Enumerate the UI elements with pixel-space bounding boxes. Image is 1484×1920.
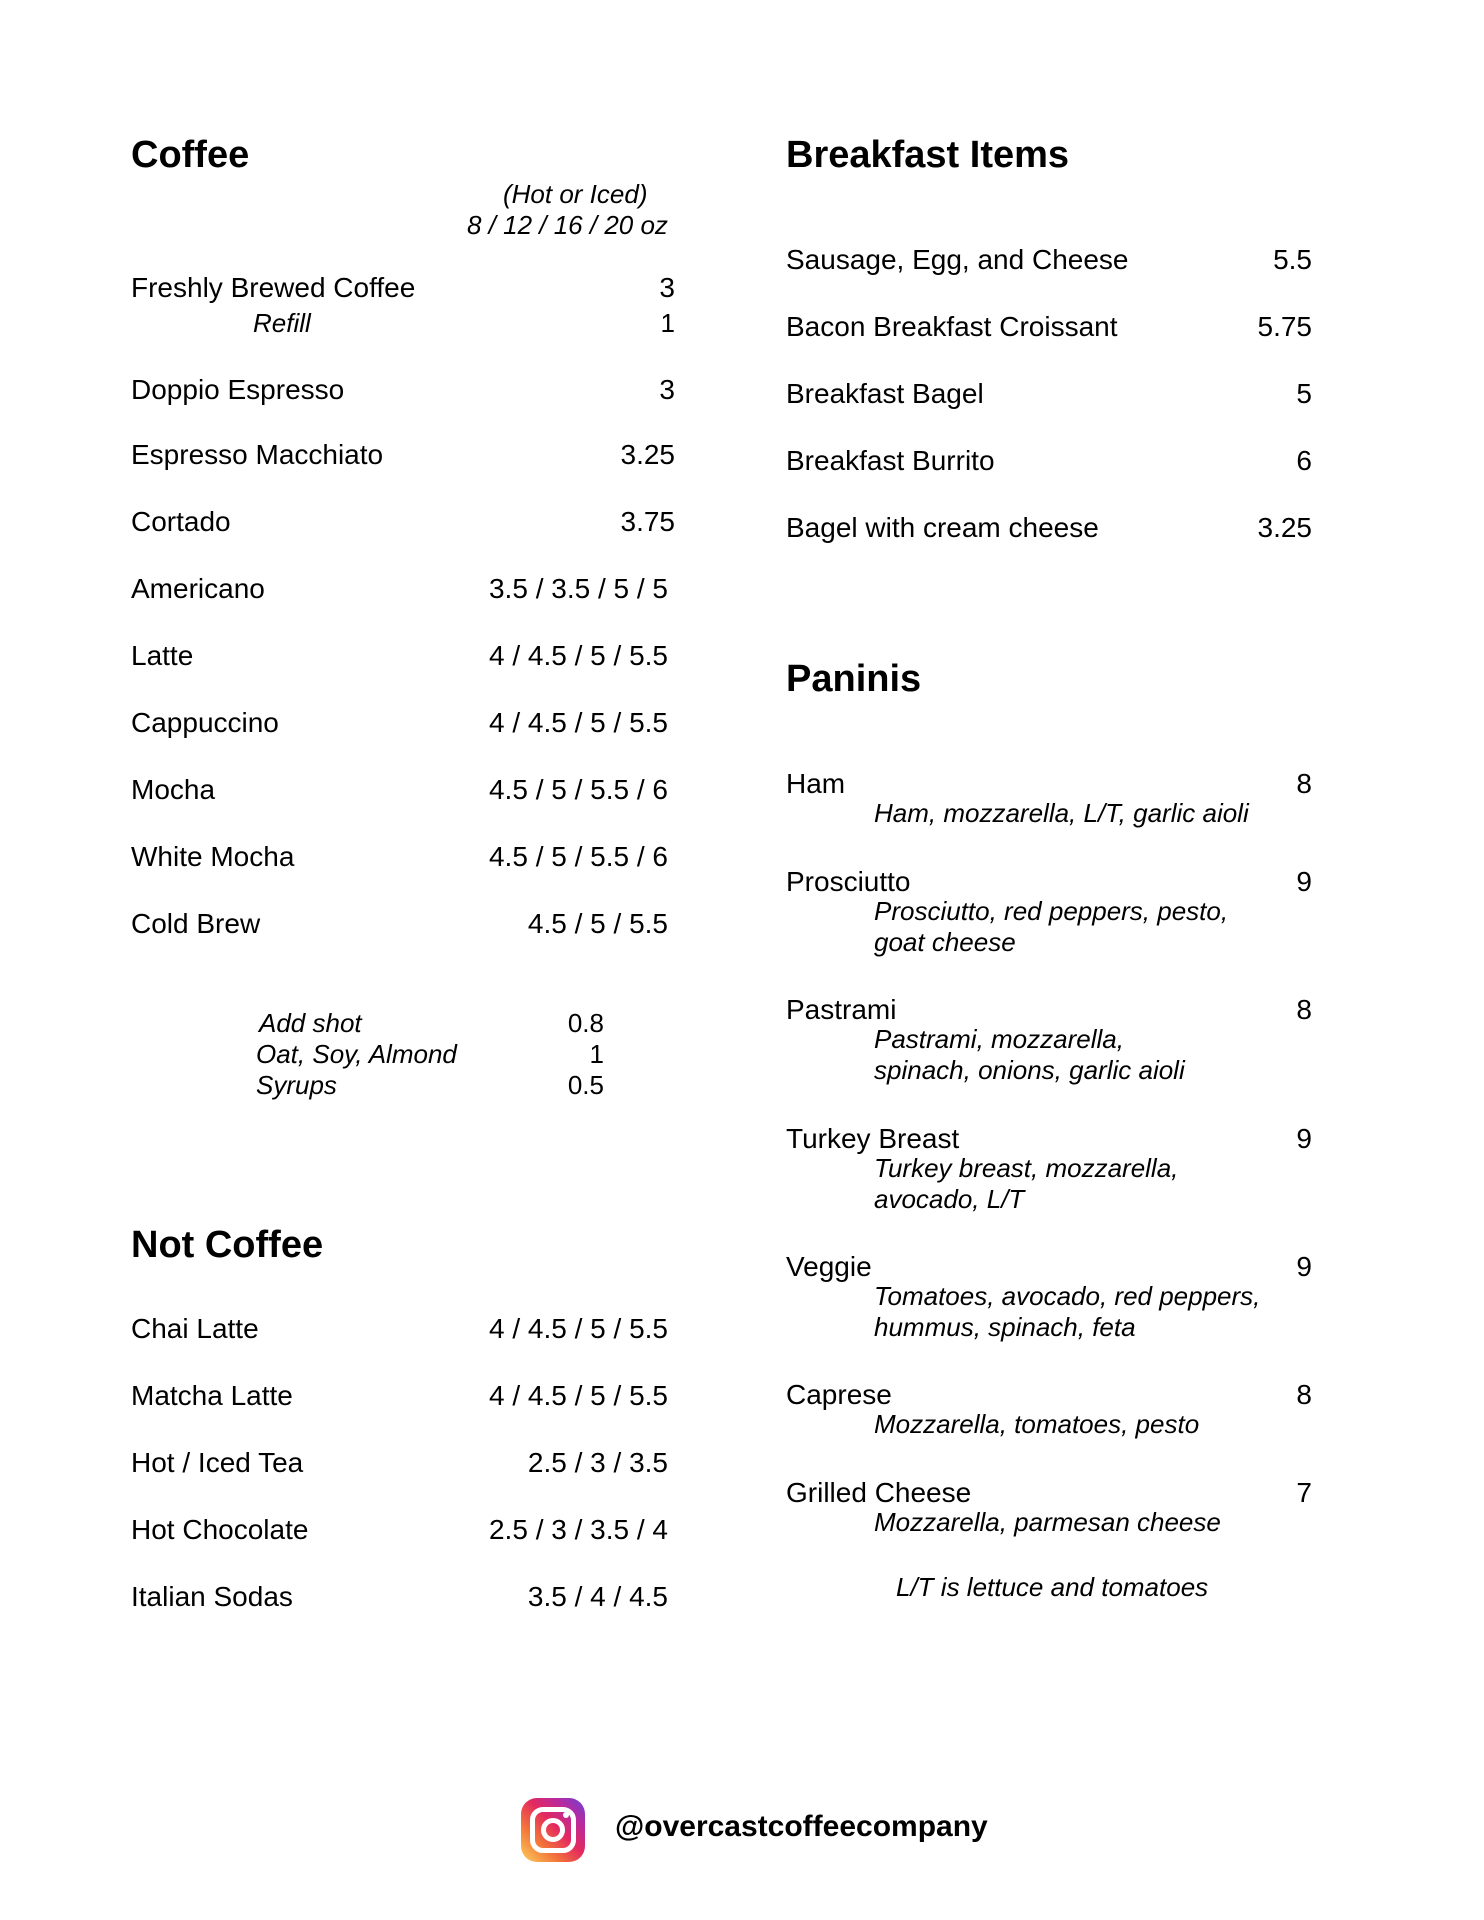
instagram-handle[interactable]: @overcastcoffeecompany	[615, 1810, 988, 1843]
menu-item-price: 4 / 4.5 / 5 / 5.5	[488, 707, 668, 738]
menu-item-price: 3.5 / 4 / 4.5	[527, 1581, 668, 1612]
menu-item-price: 4 / 4.5 / 5 / 5.5	[488, 640, 668, 671]
menu-item-name: Veggie	[786, 1251, 872, 1282]
size-note-oz: 8 / 12 / 16 / 20 oz	[467, 210, 668, 240]
size-note-hot-iced: (Hot or Iced)	[503, 179, 648, 209]
addon-name: Oat, Soy, Almond	[256, 1039, 457, 1069]
menu-item-name: Grilled Cheese	[786, 1477, 972, 1508]
menu-item-name: Freshly Brewed Coffee	[131, 272, 416, 303]
menu-item-price: 2.5 / 3 / 3.5 / 4	[488, 1514, 668, 1545]
menu-item-price: 6	[1296, 445, 1312, 476]
menu-item-name: Breakfast Burrito	[786, 445, 995, 476]
menu-item-price: 3	[659, 272, 675, 303]
coffee-heading: Coffee	[131, 134, 250, 176]
menu-item-price: 9	[1296, 1251, 1312, 1282]
menu-item-price: 1	[660, 308, 675, 338]
menu-item-price: 4 / 4.5 / 5 / 5.5	[488, 1380, 668, 1411]
menu-item-name: Cappuccino	[131, 707, 279, 738]
menu-item-price: 5.5	[1273, 244, 1312, 275]
menu-item-name: Sausage, Egg, and Cheese	[786, 244, 1129, 275]
addon-price: 0.5	[567, 1070, 604, 1100]
breakfast-heading: Breakfast Items	[786, 134, 1070, 176]
menu-item-price: 9	[1296, 1123, 1312, 1154]
menu-item-description: Pastrami, mozzarella,	[874, 1024, 1124, 1054]
menu-item-price: 7	[1296, 1477, 1312, 1508]
menu-item-price: 3.25	[1257, 512, 1312, 543]
menu-item-name: Bacon Breakfast Croissant	[786, 311, 1118, 342]
menu-item-price: 8	[1296, 768, 1312, 799]
menu-item-name: Pastrami	[786, 994, 897, 1025]
menu-item-name: Hot / Iced Tea	[131, 1447, 304, 1478]
menu-item-name: Ham	[786, 768, 846, 799]
menu-item-price: 4.5 / 5 / 5.5 / 6	[488, 774, 668, 805]
menu-item-price: 3.25	[620, 439, 675, 470]
menu-item-description: Turkey breast, mozzarella,	[874, 1153, 1179, 1183]
menu-item-price: 4.5 / 5 / 5.5 / 6	[488, 841, 668, 872]
menu-item-name: Cold Brew	[131, 908, 261, 939]
menu-item-name: Matcha Latte	[131, 1380, 293, 1411]
menu-item-name: Prosciutto	[786, 866, 911, 897]
menu-item-description: Prosciutto, red peppers, pesto,	[874, 896, 1229, 926]
menu-item-name: Turkey Breast	[786, 1123, 960, 1154]
menu-item-name: Bagel with cream cheese	[786, 512, 1099, 543]
instagram-icon[interactable]	[521, 1798, 585, 1862]
menu-item-description: Ham, mozzarella, L/T, garlic aioli	[874, 798, 1249, 828]
addon-price: 0.8	[567, 1008, 604, 1038]
menu-item-name: Hot Chocolate	[131, 1514, 309, 1545]
menu-item-name: Chai Latte	[131, 1313, 259, 1344]
menu-item-name: Breakfast Bagel	[786, 378, 984, 409]
menu-item-price: 8	[1296, 1379, 1312, 1410]
paninis-footnote: L/T is lettuce and tomatoes	[896, 1572, 1209, 1602]
not-coffee-heading: Not Coffee	[131, 1224, 324, 1266]
menu-item-price: 5	[1296, 378, 1312, 409]
menu-item-price: 4 / 4.5 / 5 / 5.5	[488, 1313, 668, 1344]
menu-item-price: 4.5 / 5 / 5.5	[527, 908, 668, 939]
instagram-icon-dot	[563, 1812, 569, 1818]
menu-item-name: Latte	[131, 640, 194, 671]
menu-item-description: avocado, L/T	[874, 1184, 1025, 1214]
menu-item-description: hummus, spinach, feta	[874, 1312, 1136, 1342]
addon-name: Syrups	[256, 1070, 337, 1100]
menu-item-description: goat cheese	[874, 927, 1016, 957]
menu-item-description: spinach, onions, garlic aioli	[874, 1055, 1185, 1085]
menu-item-name: Americano	[131, 573, 265, 604]
menu-item-name: Caprese	[786, 1379, 892, 1410]
paninis-heading: Paninis	[786, 658, 922, 700]
menu-item-name: Doppio Espresso	[131, 374, 345, 405]
menu-item-price: 3	[659, 374, 675, 405]
menu-item-name: Espresso Macchiato	[131, 439, 384, 470]
menu-item-name: Mocha	[131, 774, 216, 805]
addon-name: Add shot	[259, 1008, 362, 1038]
addon-price: 1	[589, 1039, 604, 1069]
instagram-icon-lens	[541, 1818, 565, 1842]
menu-item-name: Refill	[253, 308, 311, 338]
menu-item-price: 9	[1296, 866, 1312, 897]
menu-item-price: 3.75	[620, 506, 675, 537]
menu-item-name: Italian Sodas	[131, 1581, 293, 1612]
menu-item-name: White Mocha	[131, 841, 295, 872]
menu-item-price: 8	[1296, 994, 1312, 1025]
menu-item-price: 5.75	[1257, 311, 1312, 342]
menu-item-price: 2.5 / 3 / 3.5	[527, 1447, 668, 1478]
menu-item-price: 3.5 / 3.5 / 5 / 5	[488, 573, 668, 604]
menu-item-description: Tomatoes, avocado, red peppers,	[874, 1281, 1261, 1311]
menu-item-description: Mozzarella, tomatoes, pesto	[874, 1409, 1200, 1439]
menu-item-name: Cortado	[131, 506, 231, 537]
menu-item-description: Mozzarella, parmesan cheese	[874, 1507, 1221, 1537]
